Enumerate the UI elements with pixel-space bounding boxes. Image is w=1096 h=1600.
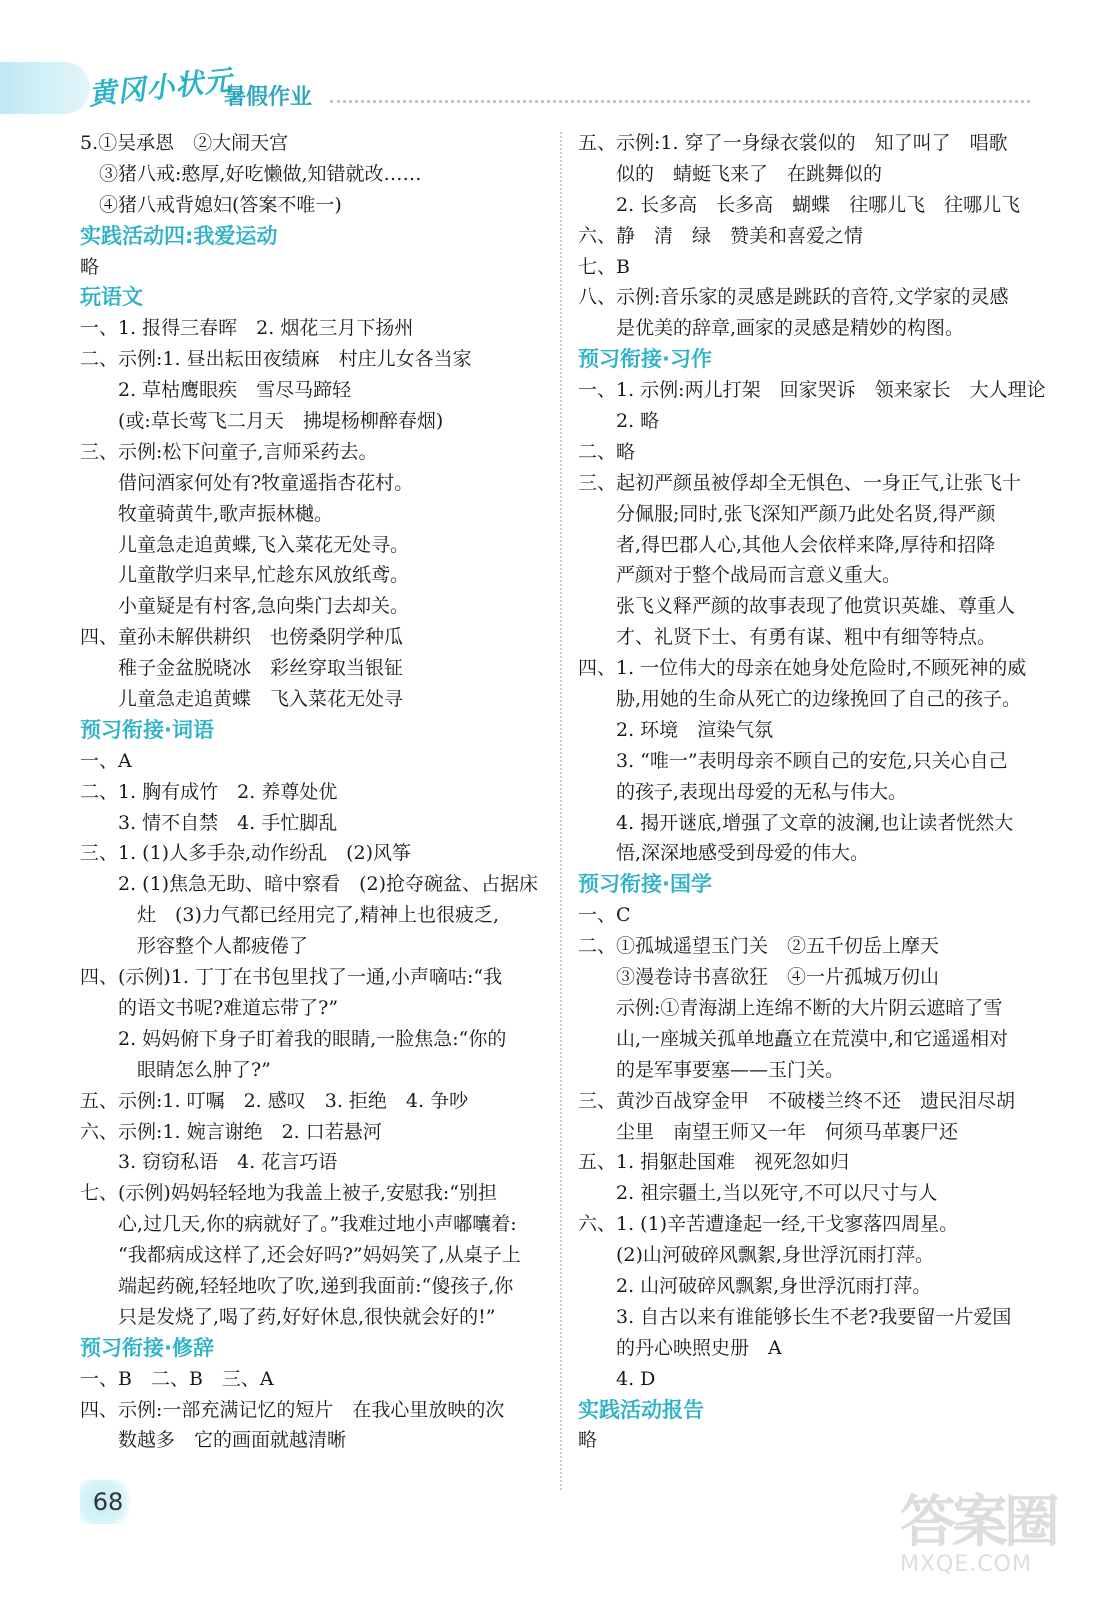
watermark-url: MXQE.COM (900, 1552, 1032, 1577)
answer-line: ③漫卷诗书喜欲狂 ④一片孤城万仞山 (578, 966, 940, 989)
answer-line: 的语文书呢?难道忘带了?” (80, 996, 339, 1019)
answer-line: 形容整个人都疲倦了 (80, 935, 309, 958)
answer-line: 借问酒家何处有?牧童遥指杏花村。 (80, 471, 414, 494)
answer-line: 儿童散学归来早,忙趁东风放纸鸢。 (80, 564, 410, 587)
answer-line: 儿童急走追黄蝶 飞入菜花无处寻 (80, 688, 404, 711)
answer-line: 才、礼贤下士、有勇有谋、粗中有细等特点。 (578, 626, 997, 649)
answer-line: 山,一座城关孤单地矗立在荒漠中,和它遥遥相对 (578, 1027, 1009, 1050)
answer-line: 二、①孤城遥望玉门关 ②五千仞岳上摩天 (578, 935, 940, 958)
left-column (80, 128, 550, 1456)
answer-line: 七、(示例)妈妈轻轻地为我盖上被子,安慰我:“别担 (80, 1182, 497, 1205)
right-column (578, 128, 1048, 1456)
answer-line: 3. 自古以来有谁能够长生不老?我要留一片爱国 (578, 1305, 1012, 1328)
answer-line: 六、1. (1)辛苦遭逢起一经,干戈寥落四周星。 (578, 1213, 959, 1236)
answer-line: 2. (1)焦急无助、暗中察看 (2)抢夺碗盆、占据床 (80, 873, 538, 896)
page-number: 68 (80, 1480, 136, 1524)
answer-line: 牧童骑黄牛,歌声振林樾。 (80, 502, 334, 525)
watermark (900, 1478, 1070, 1588)
answer-line: 三、示例:松下问童子,言师采药去。 (80, 440, 378, 463)
answer-line: 心,过几天,你的病就好了。”我难过地小声嘟囔着: (80, 1213, 517, 1236)
answer-line: 眼睛怎么肿了?” (80, 1058, 271, 1081)
answer-line: 似的 蜻蜓飞来了 在跳舞似的 (578, 162, 883, 185)
answer-line: 稚子金盆脱晓冰 彩丝穿取当银钲 (80, 657, 404, 680)
section-heading: 实践活动报告 (578, 1397, 704, 1422)
section-heading: 预习衔接·国学 (578, 872, 712, 897)
answer-line: 示例:①青海湖上连绵不断的大片阴云遮暗了雪 (578, 996, 1003, 1019)
answer-line: ③猪八戒:憨厚,好吃懒做,知错就改…… (80, 162, 422, 185)
answer-line: 一、A (80, 749, 132, 772)
answer-line: 悟,深深地感受到母爱的伟大。 (578, 842, 870, 865)
answer-line: 胁,用她的生命从死亡的边缘挽回了自己的孩子。 (578, 688, 1022, 711)
answer-line: 分佩服;同时,张飞深知严颜乃此处名贤,得严颜 (578, 502, 996, 525)
answer-line: 2. 山河破碎风飘絮,身世浮沉雨打萍。 (578, 1274, 932, 1297)
answer-line: 二、1. 胸有成竹 2. 养尊处优 (80, 780, 338, 803)
header-dotted-rule (330, 100, 1030, 103)
answer-line: 者,得巴郡人心,其他人会依样来降,厚待和招降 (578, 533, 996, 556)
answer-line: 四、童孙未解供耕织 也傍桑阴学种瓜 (80, 626, 404, 649)
answer-line: 的丹心映照史册 A (578, 1336, 782, 1359)
answer-line: 2. 妈妈俯下身子盯着我的眼睛,一脸焦急:“你的 (80, 1027, 507, 1050)
answer-line: 七、B (578, 255, 630, 278)
answer-line: 六、示例:1. 婉言谢绝 2. 口若悬河 (80, 1120, 382, 1143)
answer-line: 四、1. 一位伟大的母亲在她身处危险时,不顾死神的威 (578, 657, 1027, 680)
answer-line: 三、1. (1)人多手杂,动作纷乱 (2)风筝 (80, 842, 412, 865)
answer-line: 的孩子,表现出母爱的无私与伟大。 (578, 780, 908, 803)
header-band (0, 62, 90, 114)
page-header (0, 0, 1096, 120)
answer-line: 是优美的辞章,画家的灵感是精妙的构图。 (578, 317, 965, 340)
answer-line: 尘里 南望王师又一年 何须马革裹尸还 (578, 1120, 959, 1143)
answer-line: (2)山河破碎风飘絮,身世浮沉雨打萍。 (578, 1244, 934, 1267)
answer-line: 2. 祖宗疆土,当以死守,不可以尺寸与人 (578, 1182, 938, 1205)
column-divider (560, 132, 562, 1490)
section-heading: 预习衔接·词语 (80, 717, 214, 742)
brand-logo: 黄冈小状元 (86, 63, 235, 112)
answer-line: 儿童急走追黄蝶,飞入菜花无处寻。 (80, 533, 410, 556)
answer-line: 六、静 清 绿 赞美和喜爱之情 (578, 224, 864, 247)
answer-line: 2. 草枯鹰眼疾 雪尽马蹄轻 (80, 379, 352, 402)
answer-line: 三、黄沙百战穿金甲 不破楼兰终不还 遗民泪尽胡 (578, 1089, 1016, 1112)
section-heading: 实践活动四:我爱运动 (80, 223, 278, 248)
answer-line: 一、1. 示例:两儿打架 回家哭诉 领来家长 大人理论 (578, 379, 1046, 402)
answer-line: 五、1. 捐躯赴国难 视死忽如归 (578, 1151, 850, 1174)
series-title: 暑假作业 (224, 85, 313, 110)
section-heading: 玩语文 (80, 285, 143, 310)
answer-line: 三、起初严颜虽被俘却全无惧色、一身正气,让张飞十 (578, 471, 1022, 494)
answer-line: 4. 揭开谜底,增强了文章的波澜,也让读者恍然大 (578, 811, 1014, 834)
answer-line: 二、示例:1. 昼出耘田夜绩麻 村庄儿女各当家 (80, 348, 472, 371)
answer-line: 端起药碗,轻轻地吹了吹,递到我面前:“傻孩子,你 (80, 1274, 514, 1297)
answer-line: 五、示例:1. 穿了一身绿衣裳似的 知了叫了 唱歌 (578, 132, 1008, 154)
answer-line: 一、B 二、B 三、A (80, 1367, 274, 1390)
answer-line: 小童疑是有村客,急向柴门去却关。 (80, 595, 410, 618)
answer-line: 略 (578, 1429, 598, 1452)
answer-line: 张飞义释严颜的故事表现了他赏识英雄、尊重人 (578, 595, 1016, 618)
answer-line: 2. 略 (578, 410, 660, 433)
answer-line: 八、示例:音乐家的灵感是跳跃的音符,文学家的灵感 (578, 286, 1009, 309)
answer-line: “我都病成这样了,还会好吗?”妈妈笑了,从桌子上 (80, 1244, 521, 1267)
answer-line: 一、C (578, 904, 631, 927)
watermark-brand: 答案圈 (900, 1490, 1056, 1555)
answer-line: 5.①吴承恩 ②大闹天宫 (80, 132, 289, 154)
answer-line: 只是发烧了,喝了药,好好休息,很快就会好的!” (80, 1305, 496, 1328)
answer-line: 3. 窃窃私语 4. 花言巧语 (80, 1151, 338, 1174)
answer-line: 灶 (3)力气都已经用完了,精神上也很疲乏, (80, 904, 499, 927)
answer-line: 严颜对于整个战局而言意义重大。 (578, 564, 902, 587)
answer-line: 一、1. 报得三春晖 2. 烟花三月下扬州 (80, 317, 414, 340)
answer-line: 2. 环境 渲染气氛 (578, 718, 774, 741)
answer-line: (或:草长莺飞二月天 拂堤杨柳醉春烟) (80, 410, 444, 433)
answer-line: 二、略 (578, 440, 636, 463)
section-heading: 预习衔接·修辞 (80, 1335, 214, 1360)
answer-line: 的是军事要塞——玉门关。 (578, 1058, 845, 1081)
answer-line: 略 (80, 255, 100, 278)
section-heading: 预习衔接·习作 (578, 347, 712, 372)
answer-line: 4. D (578, 1367, 656, 1390)
answer-line: 3. 情不自禁 4. 手忙脚乱 (80, 811, 338, 834)
answer-line: ④猪八戒背媳妇(答案不唯一) (80, 193, 342, 216)
answer-line: 3. “唯一”表明母亲不顾自己的安危,只关心自己 (578, 749, 1008, 772)
answer-line: 五、示例:1. 叮嘱 2. 感叹 3. 拒绝 4. 争吵 (80, 1089, 469, 1112)
answer-line: 四、示例:一部充满记忆的短片 在我心里放映的次 (80, 1398, 505, 1421)
answer-line: 四、(示例)1. 丁丁在书包里找了一通,小声嘀咕:“我 (80, 966, 503, 989)
answer-line: 2. 长多高 长多高 蝴蝶 往哪儿飞 往哪儿飞 (578, 193, 1021, 216)
answer-line: 数越多 它的画面就越清晰 (80, 1429, 347, 1452)
